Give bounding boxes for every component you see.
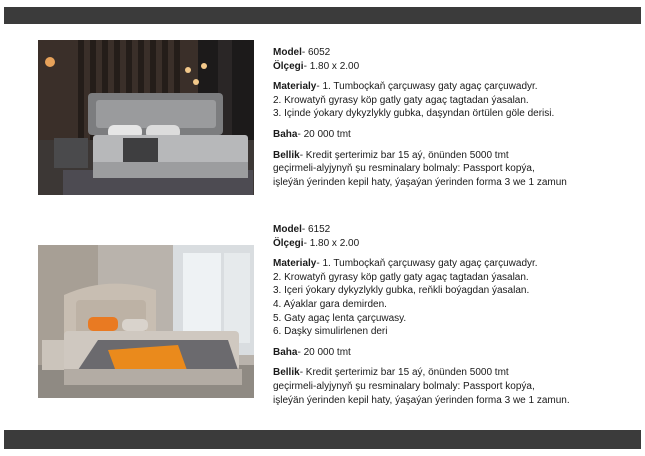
size-label: Ölçegi	[273, 237, 304, 249]
size-label: Ölçegi	[273, 60, 304, 72]
note-text: geçirmeli-alyjynyň şu resminalary bolmaly: Passport kopýa,	[273, 380, 535, 392]
material-item: 2. Krowatyň gyrasy köp gatly gaty agaç tagtadan ýasalan.	[273, 94, 529, 106]
size-value: 1.80 x 2.00	[309, 237, 360, 249]
note-text: işleýän ýerinden kepil haty, ýaşaýan ýerinden forma 3 we 1 zamun.	[273, 394, 570, 406]
material-item: 5. Gaty agaç lenta çarçuwasy.	[273, 312, 407, 324]
price-value: 20 000 tmt	[303, 346, 351, 358]
price-value: 20 000 tmt	[303, 128, 351, 140]
material-line: Materialy- 1. Tumboçkaň çarçuwasy gaty agaç çarçuwadyr.	[273, 81, 538, 93]
note-line: Bellik- Kredit şerterimiz bar 15 aý, önünden 5000 tmt	[273, 149, 509, 161]
material-item: 3. Içinde ýokary dykyzlykly gubka, daşyndan örtülen göle derisi.	[273, 108, 555, 120]
product-photo-6152	[38, 245, 254, 398]
note-line: Bellik- Kredit şerterimiz bar 15 aý, önünden 5000 tmt	[273, 367, 509, 379]
note-text: işleýän ýerinden kepil haty, ýaşaýan ýerinden forma 3 we 1 zamun	[273, 176, 567, 188]
model-value: 6052	[308, 47, 331, 58]
material-item: 3. Içeri ýokary dykyzlykly gubka, reňkli boýagdan ýasalan.	[273, 285, 530, 297]
material-item: 6. Daşky simulirlenen deri	[273, 326, 388, 338]
price-line: Baha- 20 000 tmt	[273, 346, 351, 358]
material-item: 4. Aýaklar gara demirden.	[273, 298, 387, 310]
top-band	[4, 7, 641, 24]
size-line: Ölçegi- 1.80 x 2.00	[273, 237, 360, 249]
material-label: Materialy	[273, 258, 317, 270]
price-line: Baha- 20 000 tmt	[273, 128, 351, 140]
model-line: Model- 6052	[273, 47, 331, 58]
note-text: geçirmeli-alyjynyň şu resminalary bolmaly: Passport kopýa,	[273, 163, 535, 175]
material-line: Materialy- 1. Tumboçkaň çarçuwasy gaty agaç çarçuwadyr.	[273, 258, 538, 270]
product-spec-6152	[273, 223, 570, 407]
bottom-band	[4, 430, 641, 449]
note-text: Kredit şerterimiz bar 15 aý, önünden 5000 tmt	[305, 367, 509, 379]
material-item: 2. Krowatyň gyrasy köp gatly gaty agaç tagtadan ýasalan.	[273, 271, 529, 283]
note-label: Bellik	[273, 149, 300, 161]
model-label: Model	[273, 47, 302, 58]
price-label: Baha	[273, 346, 298, 358]
size-value: 1.80 x 2.00	[309, 60, 360, 72]
model-value: 6152	[308, 224, 331, 235]
price-label: Baha	[273, 128, 298, 140]
material-item: 1. Tumboçkaň çarçuwasy gaty agaç çarçuwadyr.	[322, 258, 538, 270]
note-text: Kredit şerterimiz bar 15 aý, önünden 5000 tmt	[305, 149, 509, 161]
model-line: Model- 6152	[273, 224, 331, 235]
size-line: Ölçegi- 1.80 x 2.00	[273, 60, 360, 72]
material-item: 1. Tumboçkaň çarçuwasy gaty agaç çarçuwadyr.	[322, 81, 538, 93]
product-spec-6052	[273, 46, 567, 189]
product-photo-6052	[38, 40, 254, 195]
model-label: Model	[273, 224, 302, 235]
note-label: Bellik	[273, 367, 300, 379]
material-label: Materialy	[273, 81, 317, 93]
